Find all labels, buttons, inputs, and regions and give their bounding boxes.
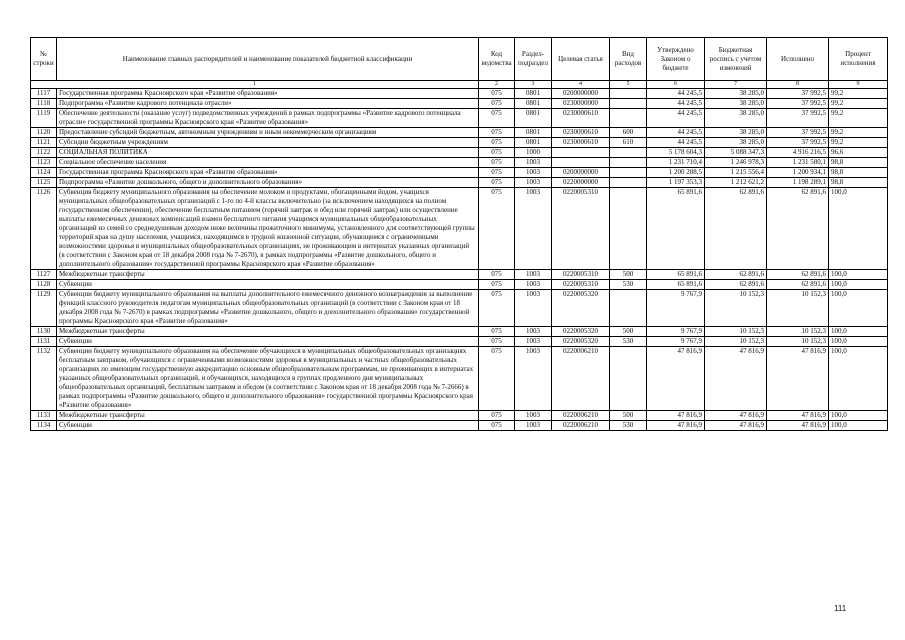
row-name: Субсидии бюджетным учреждениям (57, 138, 479, 148)
row-section: 1003 (515, 178, 552, 188)
row-executed: 1 198 289,1 (767, 178, 829, 188)
row-number: 1117 (31, 89, 57, 99)
row-number: 1125 (31, 178, 57, 188)
col-number: 9 (829, 81, 888, 89)
row-target: 0220005320 (552, 337, 610, 347)
header-row (31, 38, 888, 81)
row-section: 0801 (515, 128, 552, 138)
row-dept-code: 075 (479, 109, 515, 128)
row-executed: 37 992,5 (767, 138, 829, 148)
row-dept-code: 075 (479, 327, 515, 337)
row-executed: 4 916 216,5 (767, 148, 829, 158)
header-section: Раздел-подраздел (515, 38, 552, 81)
table-row (31, 178, 888, 188)
row-executed: 47 816,9 (767, 411, 829, 421)
row-target: 0230000610 (552, 138, 610, 148)
row-dept-code: 075 (479, 128, 515, 138)
row-percent: 100,0 (829, 188, 888, 270)
row-executed: 62 891,6 (767, 280, 829, 290)
row-target (552, 158, 610, 168)
row-name: СОЦИАЛЬНАЯ ПОЛИТИКА (57, 148, 479, 158)
row-name: Межбюджетные трансферты (57, 270, 479, 280)
col-number: 1 (31, 81, 479, 89)
table-row (31, 128, 888, 138)
page-number: 111 (834, 604, 847, 613)
table-row (31, 99, 888, 109)
row-name: Субвенции (57, 421, 479, 431)
row-section: 1000 (515, 148, 552, 158)
row-number: 1133 (31, 411, 57, 421)
row-expense-type (610, 290, 647, 327)
row-number: 1119 (31, 109, 57, 128)
row-schedule: 38 285,0 (705, 99, 767, 109)
row-section: 1003 (515, 421, 552, 431)
row-expense-type: 500 (610, 270, 647, 280)
row-expense-type (610, 168, 647, 178)
row-schedule: 10 152,3 (705, 327, 767, 337)
row-expense-type (610, 188, 647, 270)
row-name: Субвенции бюджету муниципального образования на обеспечение обучающихся в муниципальных общеобразовательных организациях бесплатным завтраком, обучающихся с ограниченными возможностями здоровья в муниципальных и частных общеобразовательных организациях по имеющим государственную аккредитацию основным общеобразовательным программам, не проживающих в интернатах указанных общеобразовательных организаций, и обучающихся, находящихся в группах продленного дня муниципальных общеобразовательных организаций, бесплатным завтраком и обедом (в соответствии с Законом края от 18 декабря 2008 года № 7-2666) в рамках подпрограммы «Развитие дошкольного, общего и дополнительного образования» государственной программы Красноярского края «Развитие образования» (57, 347, 479, 411)
col-number: 6 (647, 81, 705, 89)
header-expense-type: Вид расходов (610, 38, 647, 81)
row-number: 1120 (31, 128, 57, 138)
row-name: Обеспечение деятельности (оказание услуг) подведомственных учреждений в рамках подпрограммы «Развитие кадрового потенциала отрасли» государственной программы Красноярского края «Развитие образования» (57, 109, 479, 128)
row-name: Подпрограмма «Развитие дошкольного, общего и дополнительного образования» (57, 178, 479, 188)
row-executed: 10 152,3 (767, 327, 829, 337)
table-row (31, 347, 888, 411)
row-schedule: 62 891,6 (705, 280, 767, 290)
row-number: 1132 (31, 347, 57, 411)
row-number: 1131 (31, 337, 57, 347)
row-dept-code: 075 (479, 99, 515, 109)
row-section: 0801 (515, 99, 552, 109)
column-number-row (31, 81, 888, 89)
row-name: Государственная программа Красноярского края «Развитие образования» (57, 168, 479, 178)
row-dept-code: 075 (479, 158, 515, 168)
row-number: 1127 (31, 270, 57, 280)
row-expense-type: 530 (610, 337, 647, 347)
row-schedule: 1 246 978,3 (705, 158, 767, 168)
row-approved: 44 245,5 (647, 99, 705, 109)
row-approved: 1 231 710,4 (647, 158, 705, 168)
row-schedule: 38 285,0 (705, 128, 767, 138)
row-expense-type (610, 109, 647, 128)
row-schedule: 62 891,6 (705, 188, 767, 270)
row-expense-type: 500 (610, 327, 647, 337)
col-number: 4 (552, 81, 610, 89)
row-dept-code: 075 (479, 89, 515, 99)
header-percent: Процент исполнения (829, 38, 888, 81)
row-expense-type: 530 (610, 280, 647, 290)
row-percent: 100,0 (829, 327, 888, 337)
row-name: Субвенции (57, 280, 479, 290)
row-number: 1118 (31, 99, 57, 109)
row-approved: 44 245,5 (647, 138, 705, 148)
row-schedule: 10 152,3 (705, 290, 767, 327)
header-executed: Исполнено (767, 38, 829, 81)
table-row (31, 158, 888, 168)
row-schedule: 62 891,6 (705, 270, 767, 280)
row-executed: 1 231 580,1 (767, 158, 829, 168)
col-number: 7 (705, 81, 767, 89)
table-row (31, 421, 888, 431)
row-schedule: 47 816,9 (705, 421, 767, 431)
row-percent: 99,2 (829, 128, 888, 138)
row-percent: 100,0 (829, 280, 888, 290)
table-row (31, 337, 888, 347)
row-target: 0220005310 (552, 270, 610, 280)
row-target: 0220006210 (552, 411, 610, 421)
row-percent: 98,8 (829, 178, 888, 188)
row-dept-code: 075 (479, 148, 515, 158)
row-target: 0230000610 (552, 128, 610, 138)
row-target (552, 148, 610, 158)
row-target: 0220000000 (552, 178, 610, 188)
row-expense-type (610, 99, 647, 109)
table-row (31, 138, 888, 148)
row-target: 0230000610 (552, 109, 610, 128)
row-number: 1124 (31, 168, 57, 178)
row-number: 1121 (31, 138, 57, 148)
row-executed: 37 992,5 (767, 99, 829, 109)
row-name: Подпрограмма «Развитие кадрового потенциала отрасли» (57, 99, 479, 109)
table-row (31, 168, 888, 178)
table-row (31, 290, 888, 327)
row-dept-code: 075 (479, 178, 515, 188)
row-percent: 96,6 (829, 148, 888, 158)
row-number: 1128 (31, 280, 57, 290)
row-approved: 1 197 353,3 (647, 178, 705, 188)
row-section: 0801 (515, 138, 552, 148)
row-percent: 100,0 (829, 270, 888, 280)
table-body (31, 89, 888, 431)
row-number: 1126 (31, 188, 57, 270)
row-section: 1003 (515, 327, 552, 337)
row-approved: 65 891,6 (647, 280, 705, 290)
row-target: 0220006210 (552, 347, 610, 411)
row-name: Предоставление субсидий бюджетным, автономным учреждениям и иным некоммерческим организациям (57, 128, 479, 138)
row-executed: 1 200 934,1 (767, 168, 829, 178)
row-approved: 44 245,5 (647, 128, 705, 138)
row-section: 1003 (515, 270, 552, 280)
row-target: 0220005310 (552, 280, 610, 290)
row-percent: 99,2 (829, 89, 888, 99)
row-dept-code: 075 (479, 337, 515, 347)
row-schedule: 38 285,0 (705, 89, 767, 99)
header-approved: Утверждено Законом о бюджете (647, 38, 705, 81)
row-approved: 47 816,9 (647, 421, 705, 431)
row-approved: 5 178 604,3 (647, 148, 705, 158)
row-expense-type (610, 178, 647, 188)
row-expense-type: 600 (610, 128, 647, 138)
row-target: 0220005310 (552, 188, 610, 270)
row-name: Государственная программа Красноярского края «Развитие образования» (57, 89, 479, 99)
row-expense-type: 530 (610, 421, 647, 431)
row-number: 1123 (31, 158, 57, 168)
row-dept-code: 075 (479, 270, 515, 280)
row-executed: 37 992,5 (767, 128, 829, 138)
row-percent: 100,0 (829, 337, 888, 347)
row-schedule: 1 215 556,4 (705, 168, 767, 178)
row-section: 1003 (515, 188, 552, 270)
row-dept-code: 075 (479, 290, 515, 327)
row-executed: 62 891,6 (767, 270, 829, 280)
row-approved: 65 891,6 (647, 270, 705, 280)
row-executed: 37 992,5 (767, 109, 829, 128)
row-section: 1003 (515, 290, 552, 327)
row-executed: 47 816,9 (767, 347, 829, 411)
row-section: 1003 (515, 168, 552, 178)
row-dept-code: 075 (479, 138, 515, 148)
row-name: Межбюджетные трансферты (57, 411, 479, 421)
table-row (31, 327, 888, 337)
row-dept-code: 075 (479, 168, 515, 178)
row-percent: 100,0 (829, 290, 888, 327)
row-percent: 98,8 (829, 158, 888, 168)
row-dept-code: 075 (479, 347, 515, 411)
row-approved: 47 816,9 (647, 347, 705, 411)
row-approved: 9 767,9 (647, 337, 705, 347)
row-section: 1003 (515, 280, 552, 290)
col-number: 3 (515, 81, 552, 89)
row-expense-type (610, 158, 647, 168)
row-section: 1003 (515, 337, 552, 347)
row-expense-type: 610 (610, 138, 647, 148)
row-name: Межбюджетные трансферты (57, 327, 479, 337)
header-schedule: Бюджетная роспись с учетом изменений (705, 38, 767, 81)
row-dept-code: 075 (479, 188, 515, 270)
row-schedule: 5 088 347,3 (705, 148, 767, 158)
row-approved: 65 891,6 (647, 188, 705, 270)
row-section: 1003 (515, 347, 552, 411)
row-dept-code: 075 (479, 421, 515, 431)
table-row (31, 280, 888, 290)
row-name: Субвенции бюджету муниципального образования на выплаты дополнительного ежемесячного денежного вознаграждения за выполнение функций классного руководителя педагогам муниципальных общеобразовательных организаций (в соответствии с Законом края от 18 декабря 2008 года № 7-2670) в рамках подпрограммы «Развитие дошкольного, общего и дополнительного образования» государственной программы Красноярского края «Развитие образования» (57, 290, 479, 327)
row-schedule: 47 816,9 (705, 347, 767, 411)
row-executed: 62 891,6 (767, 188, 829, 270)
row-expense-type (610, 148, 647, 158)
row-target: 0200000000 (552, 89, 610, 99)
row-executed: 47 816,9 (767, 421, 829, 431)
row-approved: 44 245,5 (647, 109, 705, 128)
row-expense-type: 500 (610, 411, 647, 421)
row-dept-code: 075 (479, 411, 515, 421)
header-name: Наименование главных распорядителей и наименование показателей бюджетной классификации (57, 38, 479, 81)
table-row (31, 89, 888, 99)
row-executed: 10 152,3 (767, 290, 829, 327)
row-approved: 47 816,9 (647, 411, 705, 421)
row-target: 0200000000 (552, 168, 610, 178)
budget-execution-table (30, 37, 888, 431)
row-number: 1134 (31, 421, 57, 431)
row-target: 0220005320 (552, 290, 610, 327)
row-schedule: 10 152,3 (705, 337, 767, 347)
row-section: 0801 (515, 89, 552, 99)
row-schedule: 38 285,0 (705, 109, 767, 128)
row-percent: 98,8 (829, 168, 888, 178)
col-number: 2 (479, 81, 515, 89)
row-percent: 99,2 (829, 109, 888, 128)
row-target: 0220005320 (552, 327, 610, 337)
row-percent: 99,2 (829, 99, 888, 109)
row-schedule: 47 816,9 (705, 411, 767, 421)
header-target: Целевая статья (552, 38, 610, 81)
row-section: 0801 (515, 109, 552, 128)
row-executed: 10 152,3 (767, 337, 829, 347)
row-schedule: 1 212 621,2 (705, 178, 767, 188)
table-row (31, 109, 888, 128)
row-number: 1122 (31, 148, 57, 158)
row-approved: 44 245,5 (647, 89, 705, 99)
table-row (31, 188, 888, 270)
row-approved: 9 767,9 (647, 327, 705, 337)
row-percent: 100,0 (829, 411, 888, 421)
row-name: Субвенция бюджету муниципального образования на обеспечение молоком и продуктами, обогащенными йодом, учащихся муниципальных общеобразовательных организаций с 1-го по 4-й классы включительно (за исключением находящихся на полном государственном обеспечении), обеспечение бесплатным питанием (горячий завтрак и обед или горячий завтрак) или осуществление выплаты ежемесячных денежных компенсаций взамен бесплатного питания учащимся муниципальных общеобразовательных организаций из семей со среднедушевым доходом ниже величины прожиточного минимума, установленного для соответствующей группы территорий края на душу населения, учащимся, находящимся в трудной жизненной ситуации, обучающимся с ограниченными возможностями здоровья в муниципальных общеобразовательных организациях, не проживающим в интернатах указанных организаций (в соответствии с Законом края от 18 декабря 2008 года № 7-2670), в рамках подпрограммы «Развитие дошкольного, общего и дополнительного образования» государственной программы Красноярского края «Развитие образования» (57, 188, 479, 270)
row-percent: 100,0 (829, 421, 888, 431)
row-schedule: 38 285,0 (705, 138, 767, 148)
row-executed: 37 992,5 (767, 89, 829, 99)
row-number: 1130 (31, 327, 57, 337)
header-row-no: № строки (31, 38, 57, 81)
row-target: 0230000000 (552, 99, 610, 109)
table-row (31, 148, 888, 158)
row-section: 1003 (515, 158, 552, 168)
row-number: 1129 (31, 290, 57, 327)
row-target: 0220006210 (552, 421, 610, 431)
col-number: 8 (767, 81, 829, 89)
row-name: Субвенции (57, 337, 479, 347)
row-name: Социальное обеспечение населения (57, 158, 479, 168)
row-approved: 1 200 288,5 (647, 168, 705, 178)
table-row (31, 411, 888, 421)
col-number: 5 (610, 81, 647, 89)
table-row (31, 270, 888, 280)
row-approved: 9 767,9 (647, 290, 705, 327)
row-expense-type (610, 347, 647, 411)
row-dept-code: 075 (479, 280, 515, 290)
row-expense-type (610, 89, 647, 99)
row-section: 1003 (515, 411, 552, 421)
row-percent: 100,0 (829, 347, 888, 411)
header-dept: Код ведомства (479, 38, 515, 81)
row-percent: 99,2 (829, 138, 888, 148)
